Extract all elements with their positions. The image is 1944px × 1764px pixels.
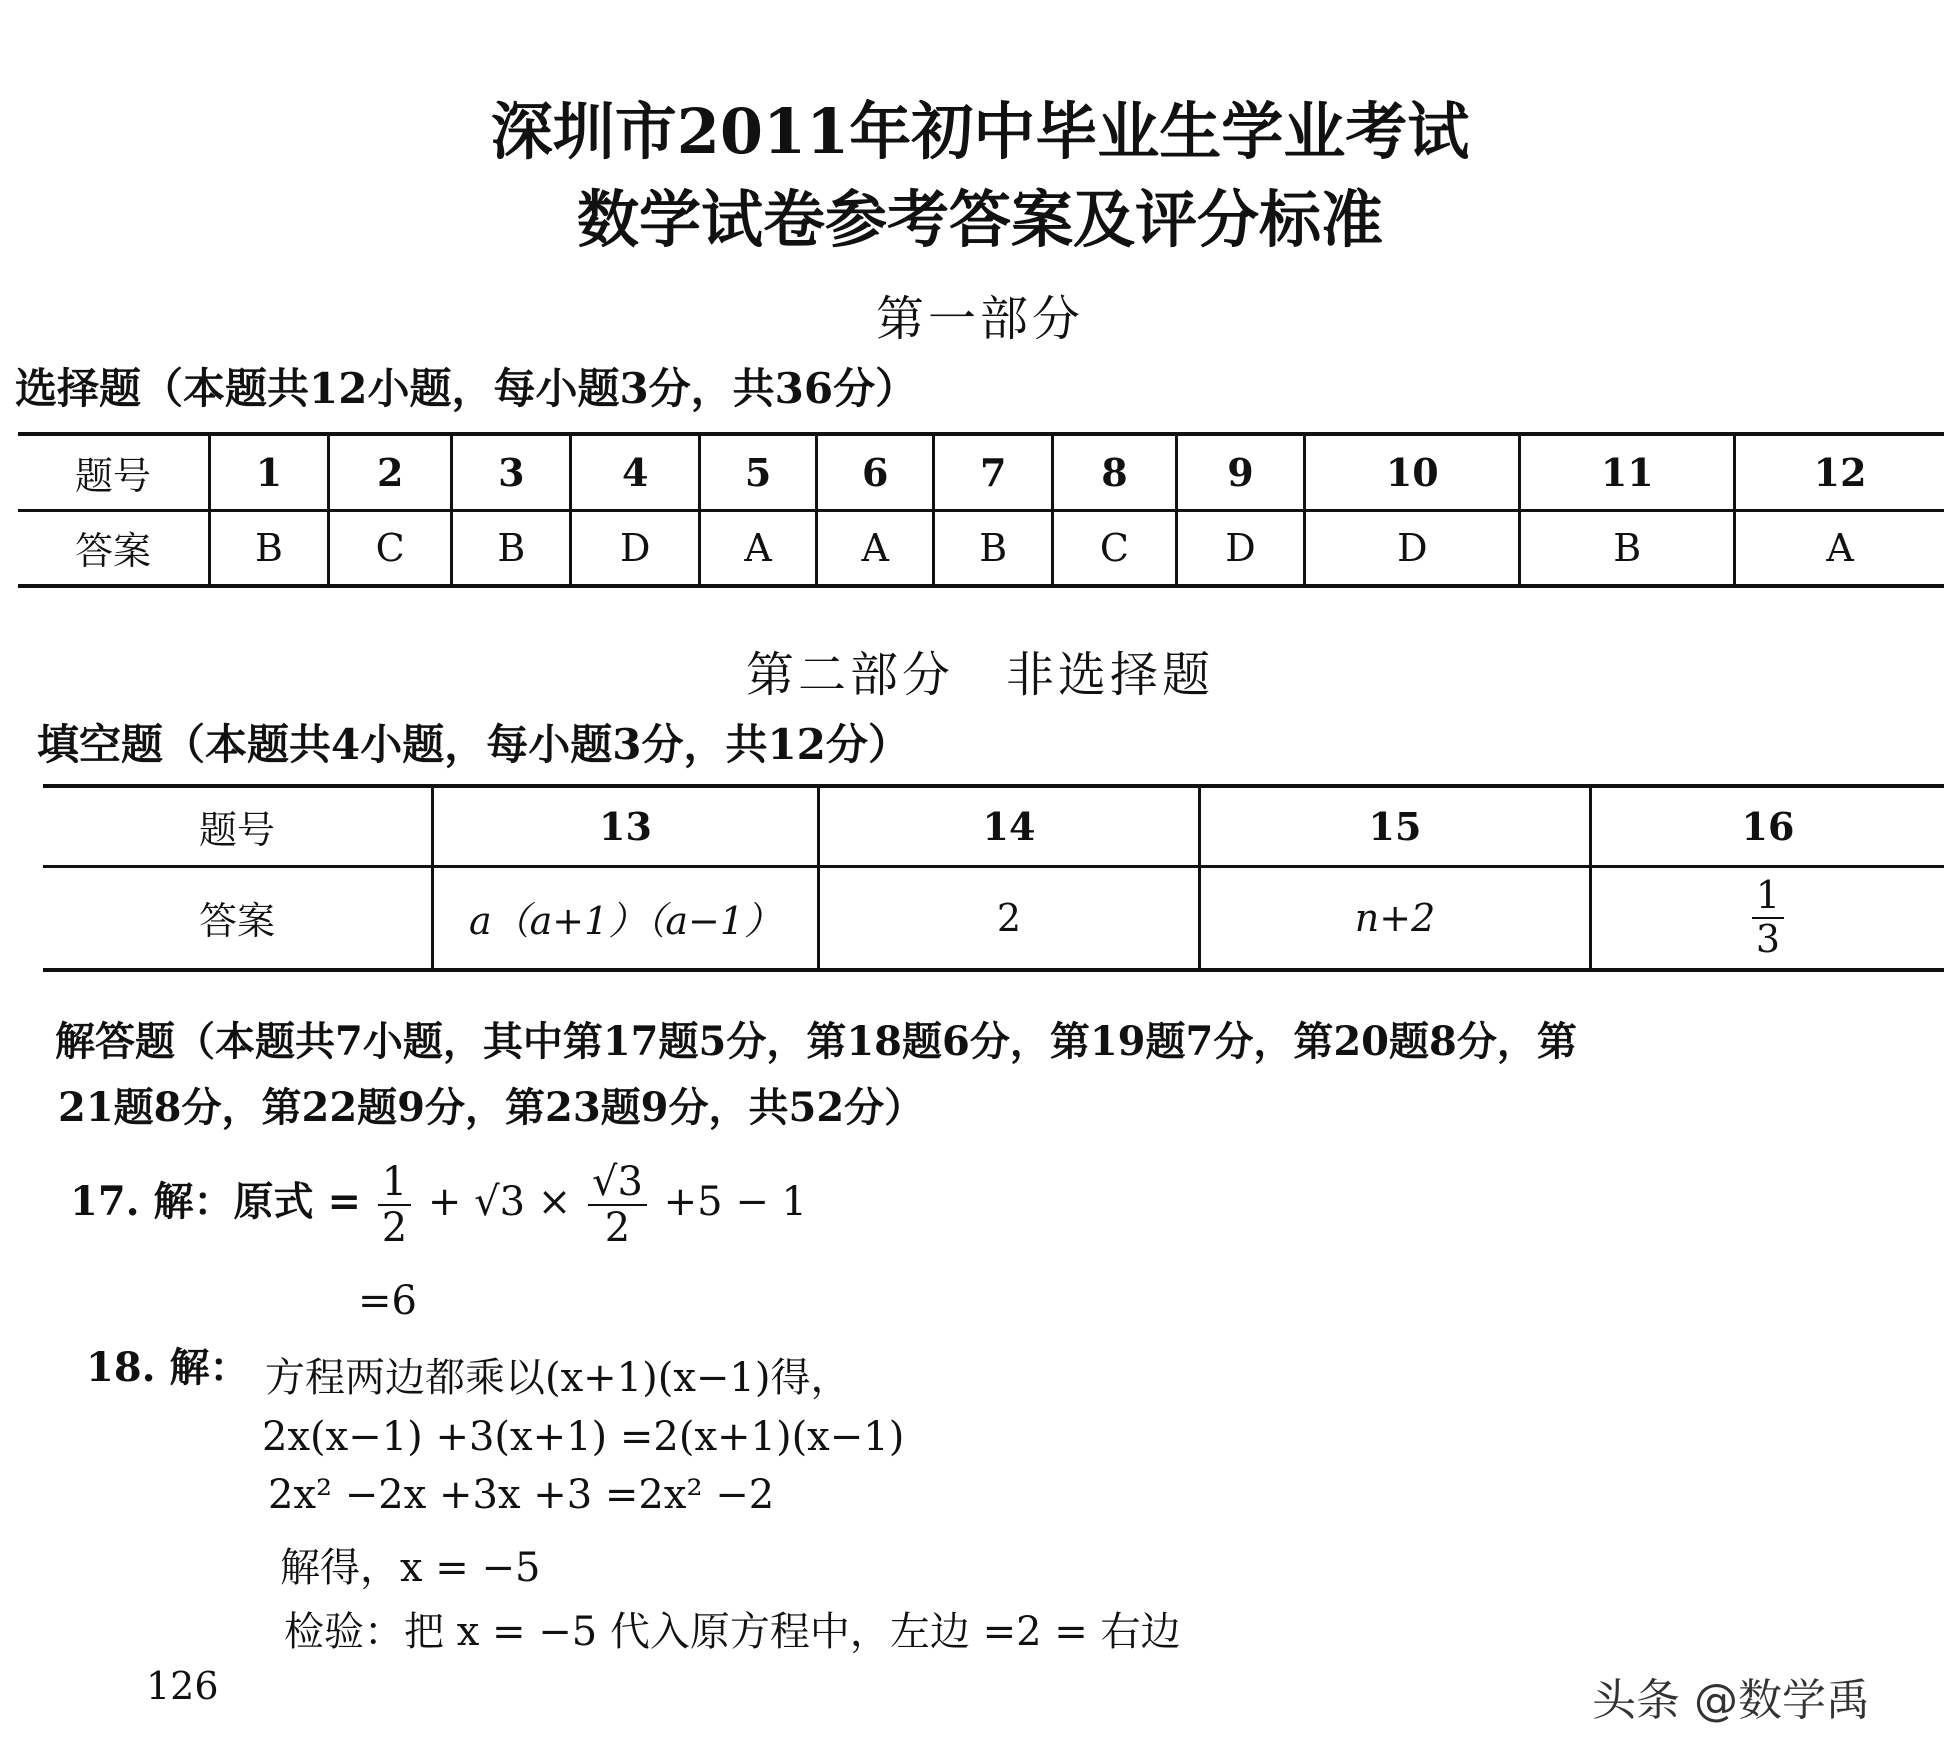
table-row — [18, 510, 1944, 586]
q18-line5: 检验：把 x = −5 代入原方程中，左边 =2 = 右边 — [284, 1609, 1181, 1655]
answer-cell: A — [1735, 510, 1944, 586]
page-number: 126 — [146, 1664, 219, 1708]
question-number: 6 — [817, 434, 934, 510]
document-title-line1: 深圳市2011年初中毕业生学业考试 — [490, 95, 1470, 168]
answer-cell: D — [1176, 510, 1305, 586]
answer-16-fraction — [1752, 872, 1784, 961]
q17-solution — [70, 1160, 807, 1250]
q17-label: 17. 解：原式 = — [70, 1178, 361, 1225]
part2-heading: 第二部分 非选择题 — [745, 647, 1214, 703]
question-number: 2 — [328, 434, 451, 510]
question-number: 11 — [1520, 434, 1735, 510]
question-number: 8 — [1053, 434, 1176, 510]
fraction — [378, 1160, 411, 1250]
question-number: 5 — [700, 434, 817, 510]
answer-cell — [433, 866, 819, 970]
q18-line2: 2x(x−1) +3(x+1) =2(x+1)(x−1) — [262, 1414, 905, 1460]
question-number: 15 — [1200, 786, 1591, 866]
answer-cell: A — [700, 510, 817, 586]
fraction-numerator: √3 — [588, 1160, 647, 1206]
question-number: 9 — [1176, 434, 1305, 510]
answer-cell: B — [934, 510, 1053, 586]
fraction-denominator: 2 — [381, 1205, 408, 1251]
watermark: 头条 @数学禹 — [1592, 1675, 1870, 1726]
fraction-denominator: 2 — [604, 1205, 631, 1251]
question-number: 13 — [433, 786, 819, 866]
answer-13: a（a+1）（a−1） — [469, 899, 782, 944]
solve-section-heading-line1: 解答题（本题共7小题，其中第17题5分，第18题6分，第19题7分，第20题8分，第 — [55, 1018, 1577, 1065]
question-number: 4 — [571, 434, 700, 510]
answer-cell: A — [817, 510, 934, 586]
choice-answer-table — [18, 432, 1944, 588]
row-label: 题号 — [18, 434, 210, 510]
answer-cell: 2 — [819, 866, 1200, 970]
fraction-numerator: 1 — [1752, 875, 1784, 919]
row-label: 答案 — [198, 899, 275, 944]
solve-section-heading-line2: 21题8分，第22题9分，第23题9分，共52分） — [58, 1084, 925, 1131]
question-number: 7 — [934, 434, 1053, 510]
answer-cell: B — [452, 510, 571, 586]
answer-cell: D — [1305, 510, 1520, 586]
q18-line4: 解得，x = −5 — [280, 1545, 541, 1591]
fraction-denominator: 3 — [1755, 916, 1781, 961]
question-number: 1 — [210, 434, 329, 510]
q18-label: 18. 解： — [86, 1344, 250, 1391]
fill-section-heading: 填空题（本题共4小题，每小题3分，共12分） — [37, 720, 910, 769]
q17-tail: +5 − 1 — [663, 1179, 807, 1225]
answer-cell: C — [1053, 510, 1176, 586]
table-row — [43, 866, 1944, 970]
q17-middle: + √3 × — [427, 1179, 572, 1225]
question-number: 14 — [819, 786, 1200, 866]
answer-cell: C — [328, 510, 451, 586]
choice-section-heading: 选择题（本题共12小题，每小题3分，共36分） — [15, 364, 918, 413]
question-number: 12 — [1735, 434, 1944, 510]
q17-result: =6 — [358, 1278, 417, 1324]
fraction-numerator: 1 — [378, 1160, 411, 1206]
document-title-line2: 数学试卷参考答案及评分标准 — [576, 183, 1383, 256]
fraction — [588, 1160, 647, 1250]
row-label: 题号 — [43, 786, 433, 866]
row-label: 答案 — [74, 529, 151, 574]
answer-cell: D — [571, 510, 700, 586]
q18-line3: 2x² −2x +3x +3 =2x² −2 — [268, 1472, 775, 1518]
answer-cell — [1200, 866, 1591, 970]
answer-cell: B — [210, 510, 329, 586]
q18-line1: 方程两边都乘以(x+1)(x−1)得， — [265, 1355, 851, 1401]
answer-cell — [1591, 866, 1944, 970]
question-number: 3 — [452, 434, 571, 510]
answer-cell: B — [1520, 510, 1735, 586]
part1-heading: 第一部分 — [875, 291, 1084, 347]
table-row — [18, 434, 1944, 510]
fill-answer-table — [43, 784, 1944, 972]
question-number: 10 — [1305, 434, 1520, 510]
table-row — [43, 786, 1944, 866]
answer-15: n+2 — [1354, 895, 1436, 940]
question-number: 16 — [1591, 786, 1944, 866]
